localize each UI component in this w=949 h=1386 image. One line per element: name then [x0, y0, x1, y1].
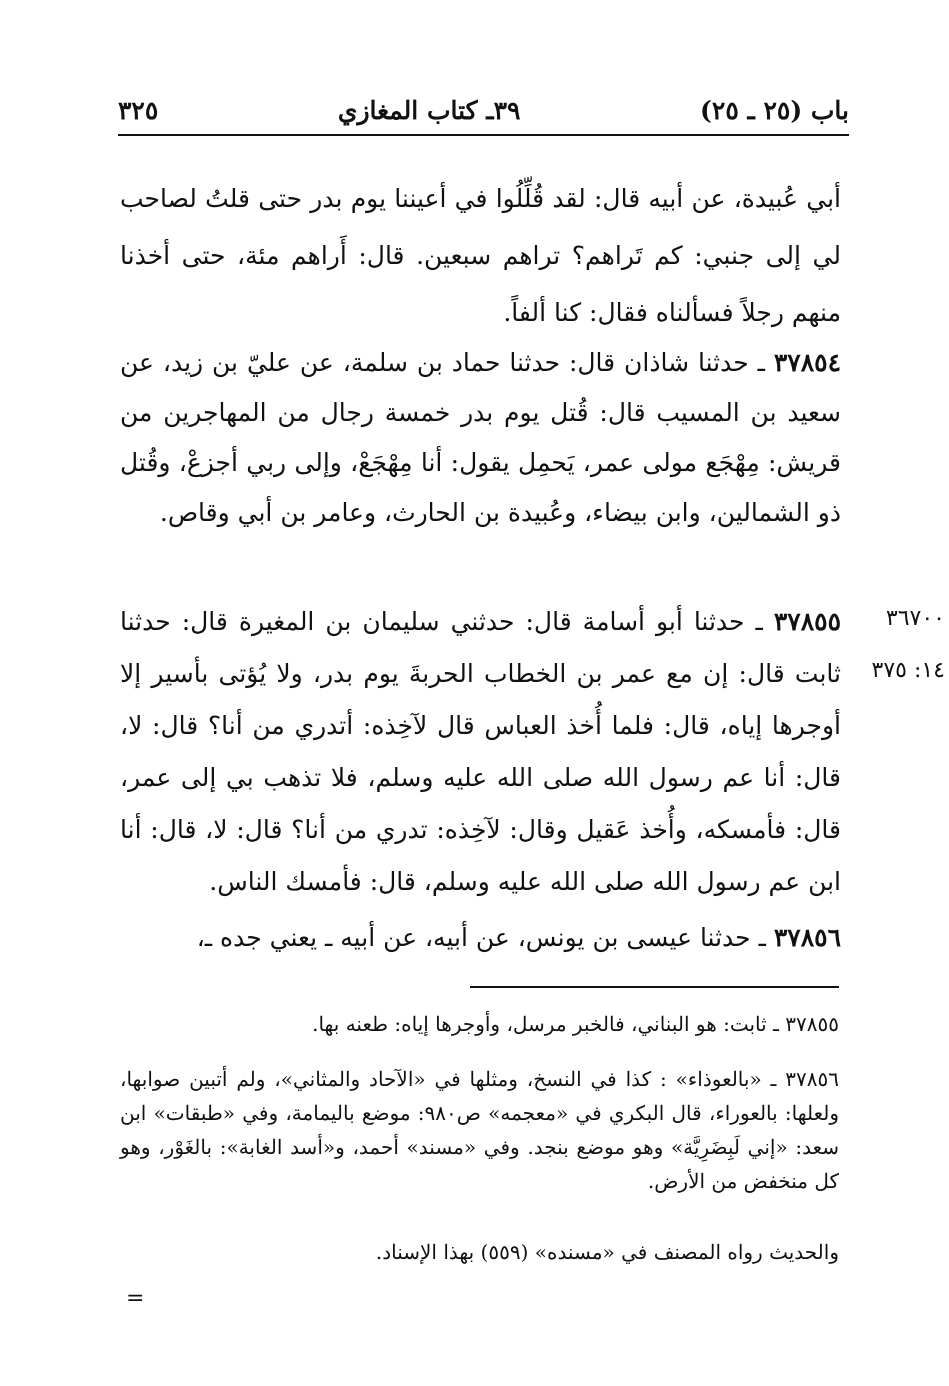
footnote-37856	[120, 1062, 839, 1198]
footnote-rule	[470, 986, 839, 988]
header-rule	[118, 134, 849, 136]
paragraph-continuation	[120, 170, 841, 341]
hadith-text: ـ حدثنا عيسى بن يونس، عن أبيه، عن أبيه ـ يعني جده ـ،	[196, 923, 766, 952]
footnote-source	[120, 1236, 839, 1268]
chapter-label: باب (٢٥ ـ ٢٥)	[700, 95, 849, 125]
page-header	[118, 88, 849, 132]
page-number: ٣٢٥	[118, 95, 159, 125]
footnote-text: ـ «بالعوذاء» : كذا في النسخ، ومثلها في «الآحاد والمثاني»، ولم أتبين صوابها، ولعلها: بالعوراء، قال البكري في «معجمه» ص٩٨٠: موضع باليمامة، وفي «طبقات» ابن سعد: «إني لَبِضَرِيَّة» وهو موضع بنجد. وفي «مسند» أحمد، و«أسد الغابة»: بالغَوْر، وهو كل منخفض من الأرض.	[120, 1067, 839, 1193]
hadith-number: ٣٧٨٥٦	[773, 923, 841, 952]
hadith-text: ـ حدثنا أبو أسامة قال: حدثني سليمان بن المغيرة قال: حدثنا ثابت قال: إن مع عمر بن الخطاب الحربةَ يوم بدر، ولا يُؤتى بأسير إلا أوجرها إياه، قال: فلما أُخذ العباس قال لآخِذه: أتدري من أنا؟ قال: لا، قال: أنا عم رسول الله صلى الله عليه وسلم، فلا تذهب بي إلى عمر، قال: فأمسكه، وأُخذ عَقيل وقال: لآخِذه: تدري من أنا؟ قال: لا، قال: أنا ابن عم رسول الله صلى الله عليه وسلم، قال: فأمسك الناس.	[120, 607, 841, 896]
continuation-mark: =	[126, 1286, 145, 1311]
margin-reference-1: ٣٦٧٠٠	[885, 606, 945, 631]
footnote-number: ٣٧٨٥٥	[785, 1012, 839, 1036]
hadith-number: ٣٧٨٥٤	[773, 348, 841, 377]
hadith-37856	[120, 913, 841, 963]
paragraph-text: أبي عُبيدة، عن أبيه قال: لقد قُلِّلُوا في أعيننا يوم بدر حتى قلتُ لصاحب لي إلى جنبي: كم تَراهم؟ تراهم سبعين. قال: أَراهم مئة، حتى أخذنا منهم رجلاً فسألناه فقال: كنا ألفاً.	[120, 184, 841, 327]
hadith-text: ـ حدثنا شاذان قال: حدثنا حماد بن سلمة، عن عليّ بن زيد، عن سعيد بن المسيب قال: قُتل يوم بدر خمسة رجال من المهاجرين من قريش: مِهْجَع مولى عمر، يَحمِل يقول: أنا مِهْجَعْ، وإلى ربي أجزعْ، وقُتل ذو الشمالين، وابن بيضاء، وعُبيدة بن الحارث، وعامر بن أبي وقاص.	[120, 348, 841, 527]
hadith-37855	[120, 596, 841, 908]
footnote-text: والحديث رواه المصنف في «مسنده» (٥٥٩) بهذا الإسناد.	[375, 1240, 839, 1264]
book-title: ٣٩ـ كتاب المغازي	[337, 95, 521, 125]
footnote-text: ـ ثابت: هو البناني، فالخبر مرسل، وأوجرها إياه: طعنه بها.	[312, 1012, 779, 1036]
hadith-37854	[120, 338, 841, 538]
footnote-number: ٣٧٨٥٦	[785, 1067, 839, 1091]
margin-reference-2: ١٤: ٣٧٥	[871, 658, 945, 683]
footnote-37855	[120, 1008, 839, 1040]
hadith-number: ٣٧٨٥٥	[773, 607, 841, 636]
